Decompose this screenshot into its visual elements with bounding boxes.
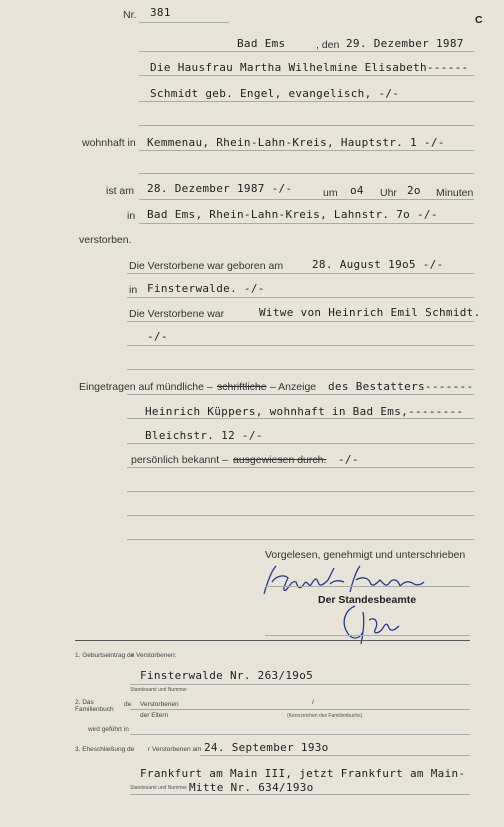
death-place-value: Bad Ems, Rhein-Lahn-Kreis, Lahnstr. 7o -/-: [147, 208, 438, 221]
marriage-registry-caption: Standesamt und Nummer: [130, 785, 187, 791]
residence-label: wohnhaft in: [82, 137, 136, 149]
birth-label: Die Verstorbene war geboren am: [129, 260, 284, 272]
death-date-value: 28. Dezember 1987 -/-: [147, 182, 293, 195]
registration-value-3: Bleichstr. 12 -/-: [145, 429, 263, 442]
registration-label-1: Eingetragen auf mündliche –: [79, 381, 213, 393]
registration-value-1: des Bestatters-------: [328, 380, 474, 393]
registration-struck-word: schriftliche: [217, 381, 267, 393]
family-book-slash: /: [312, 699, 314, 706]
marital-continuation: -/-: [147, 330, 168, 343]
marriage-place-line-2: Mitte Nr. 634/193o: [189, 781, 314, 794]
birth-place-label: in: [129, 284, 138, 296]
registrar-label: Der Standesbeamte: [318, 594, 417, 606]
died-on-label: ist am: [106, 185, 135, 197]
marital-value: Witwe von Heinrich Emil Schmidt.: [259, 306, 481, 319]
registrar-signature-image: [335, 600, 405, 650]
family-book-label-2: Familienbuch: [75, 706, 114, 713]
birth-place-value: Finsterwalde. -/-: [147, 282, 265, 295]
nr-line: [139, 22, 229, 23]
date-value: 29. Dezember 1987: [346, 37, 464, 50]
section-divider: [75, 640, 470, 641]
registry-number-caption: Standesamt und Nummer: [130, 687, 187, 693]
corner-letter: C: [475, 14, 483, 26]
family-book-deceased: Verstorbenen: [140, 701, 179, 708]
marriage-place-line-1: Frankfurt am Main III, jetzt Frankfurt am Main-: [140, 767, 466, 780]
identity-label: persönlich bekannt –: [131, 454, 228, 466]
deceased-line-1: Die Hausfrau Martha Wilhelmine Elisabeth------: [150, 61, 469, 74]
death-place-label: in: [127, 210, 136, 222]
marriage-label: 3. Eheschließung de: [75, 746, 135, 753]
identity-struck-word: ausgewiesen durch.: [233, 454, 327, 466]
identity-value: -/-: [338, 453, 359, 466]
minute-value: 2o: [407, 184, 421, 197]
family-book-de: de: [124, 701, 132, 708]
parents-caption: der Eltern: [140, 712, 169, 719]
birth-entry-value: Finsterwalde Nr. 263/19o5: [140, 669, 314, 682]
hour-value: o4: [350, 184, 364, 197]
minutes-label: Minuten: [436, 187, 474, 199]
read-approved-label: Vorgelesen, genehmigt und unterschrieben: [265, 549, 466, 561]
kept-in-label: wird geführt in: [88, 726, 129, 733]
place-value: Bad Ems: [237, 37, 286, 50]
birth-entry-label: 1. Geburtseintrag de: [75, 652, 135, 659]
marital-label: Die Verstorbene war: [129, 308, 225, 320]
time-label: um: [323, 187, 338, 199]
hour-label: Uhr: [380, 187, 397, 199]
birth-entry-label-2: r Verstorbenen:: [132, 652, 177, 659]
deceased-line-2: Schmidt geb. Engel, evangelisch, -/-: [150, 87, 400, 100]
nr-value: 381: [150, 6, 171, 19]
registration-label-2: – Anzeige: [270, 381, 317, 393]
nr-label: Nr.: [123, 9, 137, 21]
marriage-label-2: r Verstorbenen am: [148, 746, 202, 753]
registration-value-2: Heinrich Küppers, wohnhaft in Bad Ems,--------: [145, 405, 464, 418]
family-book-mark-caption: (Kennzeichen des Familienbuchs): [287, 713, 363, 719]
residence-value: Kemmenau, Rhein-Lahn-Kreis, Hauptstr. 1 -/-: [147, 136, 445, 149]
marriage-date-value: 24. September 193o: [204, 741, 329, 754]
date-prefix: , den: [316, 39, 340, 51]
died-label: verstorben.: [79, 234, 132, 246]
birth-date-value: 28. August 19o5 -/-: [312, 258, 444, 271]
family-book-label-1: 2. Das: [75, 699, 94, 706]
